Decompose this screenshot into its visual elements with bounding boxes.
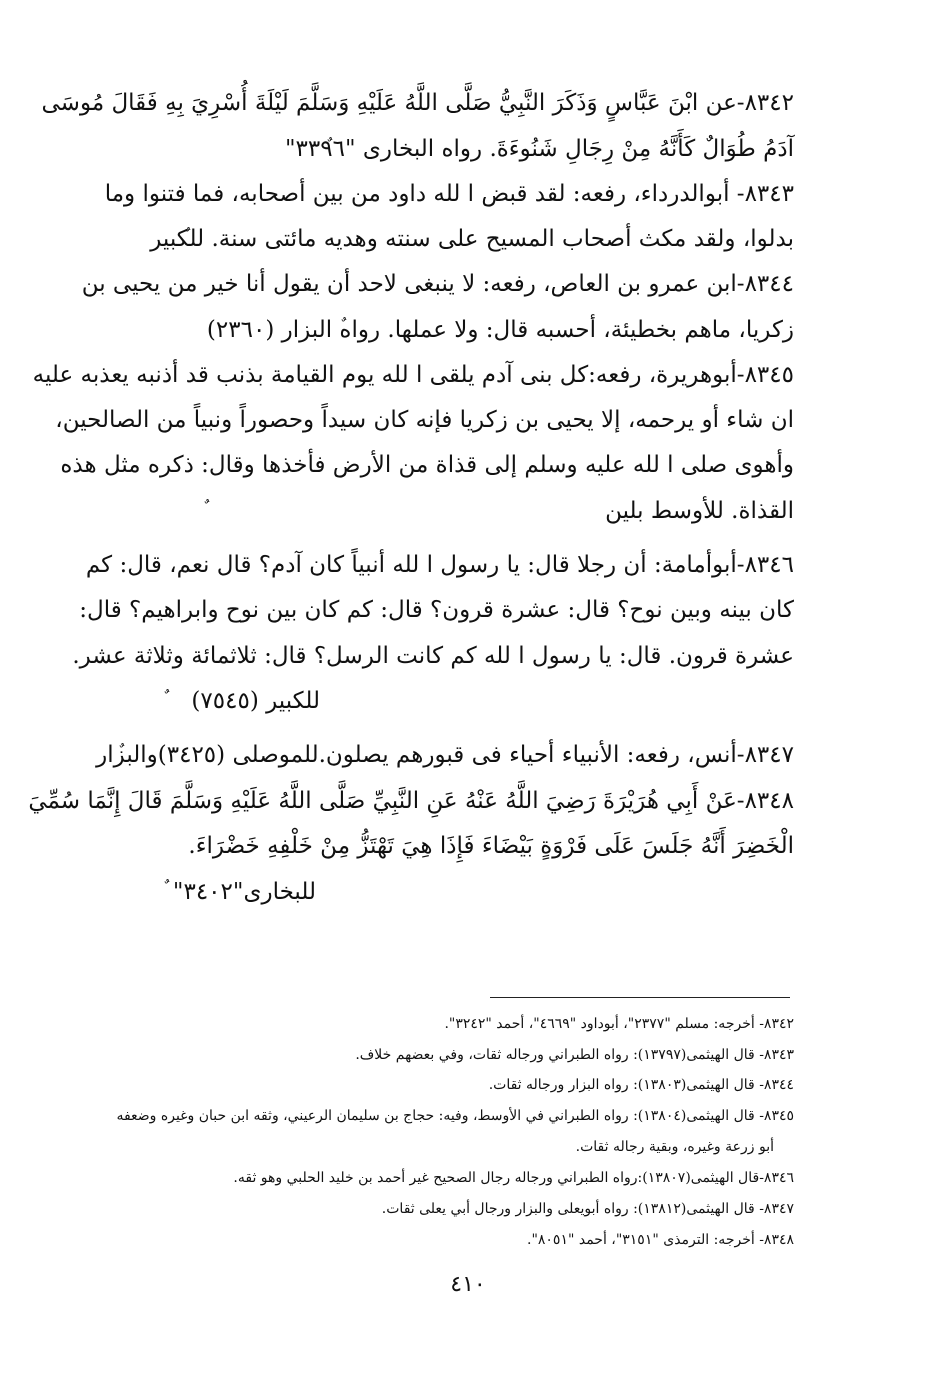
hadith-8346-line-2: كان بينه وبين نوح؟ قال: عشرة قرون؟ قال: كم كان بين نوح وابراهيم؟ قال: — [79, 597, 794, 623]
footnote-8345-continuation: أبو زرعة وغيره، وبقية رجاله ثقات. — [575, 1139, 774, 1155]
hadith-8348-line-1: ٨٣٤٨-عَنْ أَبِي هُرَيْرَةَ رَضِيَ اللَّهُ عَنْهُ عَنِ النَّبِيِّ صَلَّى اللَّهُ عَلَيْهِ وَسَلَّمَ قَالَ إِنَّمَا سُمِّيَ — [28, 788, 794, 814]
hadith-8346-line-1: ٨٣٤٦-أبوأمامة: أن رجلا قال: يا رسول ا لله أنبياً كان آدم؟ قال نعم، قال: كم — [85, 552, 794, 578]
hadith-8343-line-1: ٨٣٤٣- أبوالدرداء، رفعه: لقد قبض ا لله داود من بين أصحابه، فما فتنوا وما — [104, 181, 794, 207]
footnote-separator — [490, 997, 790, 998]
hadith-8342-line-2: آدَمُ طُوَالٌ كَأَنَّهُ مِنْ رِجَالِ شَنُوءَةَ. رواه البخارى "٣٣٩٦" — [284, 136, 794, 162]
hadith-8345-line-1: ٨٣٤٥-أبوهريرة، رفعه:كل بنى آدم يلقى ا لله يوم القيامة بذنب قد أذنبه يعذبه عليه — [32, 362, 794, 388]
hadith-8345-line-2: ان شاء أو يرحمه، إلا يحيى بن زكريا فإنه كان سيداً وحصوراً ونبياً من الصالحين، — [55, 407, 794, 433]
hadith-8345-line-4: القذاة. للأوسط بلين — [605, 498, 794, 524]
hadith-8348-line-3: للبخارى"٣٤٠٢" — [172, 879, 316, 905]
footnote-8347: ٨٣٤٧- قال الهيثمى(١٣٨١٢): رواه أبويعلى والبزار ورجال أبي يعلى ثقات. — [381, 1201, 794, 1217]
footnote-8345: ٨٣٤٥- قال الهيثمى(١٣٨٠٤): رواه الطبراني في الأوسط، وفيه: حجاج بن سليمان الرعيني، وثقه ابن حبان وغيره وضعفه — [116, 1108, 794, 1124]
hadith-8346-line-4: للكبير (٧٥٤٥) — [191, 688, 320, 714]
footnote-8346: ٨٣٤٦-قال الهيثمى(١٣٨٠٧):رواه الطبراني ورجاله رجال الصحيح غير أحمد بن خليد الحلبي وهو ثقه. — [233, 1170, 794, 1186]
hadith-8344-line-2: زكريا، ماهم بخطيئة، أحسبه قال: ولا عملها. رواه البزار (٢٣٦٠) — [206, 317, 794, 343]
page-number: ٤١٠ — [450, 1272, 486, 1297]
hadith-8344-line-1: ٨٣٤٤-ابن عمرو بن العاص، رفعه: لا ينبغى لاحد أن يقول أنا خير من يحيى بن — [81, 271, 794, 297]
hadith-8347-line-1: ٨٣٤٧-أنس، رفعه: الأنبياء أحياء فى قبورهم يصلون.للموصلى (٣٤٢٥)والبزار — [96, 742, 794, 768]
footnote-8343: ٨٣٤٣- قال الهيثمى(١٣٧٩٧): رواه الطبراني ورجاله ثقات، وفي بعضهم خلاف. — [355, 1047, 794, 1063]
hadith-8342-line-1: ٨٣٤٢-عن ابْنَ عَبَّاسٍ وَذَكَرَ النَّبِيُّ صَلَّى اللَّهُ عَلَيْهِ وَسَلَّمَ لَيْلَةَ أُسْرِيَ بِهِ فَقَالَ مُوسَى — [41, 90, 794, 116]
hadith-8345-line-3: وأهوى صلى ا لله عليه وسلم إلى قذاة من الأرض فأخذها وقال: ذكره مثل هذه — [60, 452, 794, 478]
hadith-8346-line-3: عشرة قرون. قال: يا رسول ا لله كم كانت الرسل؟ قال: ثلاثمائة وثلاثة عشر. — [72, 643, 794, 669]
footnote-8348: ٨٣٤٨- أخرجه: الترمذى "٣١٥١"، أحمد "٨٠٥١". — [527, 1232, 794, 1248]
footnote-8344: ٨٣٤٤- قال الهيثمى(١٣٨٠٣): رواه البزار ورجاله ثقات. — [488, 1077, 794, 1093]
footnote-8342: ٨٣٤٢- أخرجه: مسلم "٢٣٧٧"، أبوداود "٤٦٦٩"، أحمد "٣٢٤٢". — [444, 1016, 794, 1032]
hadith-8348-line-2: الْخَضِرَ أَنَّهُ جَلَسَ عَلَى فَرْوَةٍ بَيْضَاءَ فَإِذَا هِيَ تَهْتَزُّ مِنْ خَلْفِهِ خَضْرَاءَ. — [188, 833, 794, 859]
hadith-8343-line-2: بدلوا، ولقد مكث أصحاب المسيح على سنته وهديه مائتى سنة. للكبير — [150, 226, 794, 252]
